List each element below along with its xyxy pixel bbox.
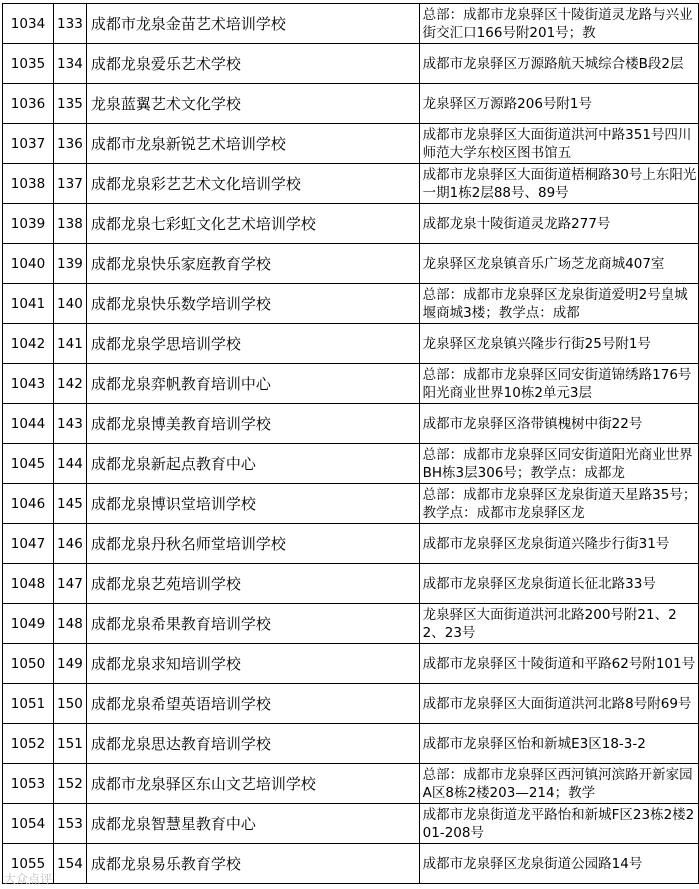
address-text: 成都市龙泉驿区十陵街道和平路62号附101号 xyxy=(422,655,696,672)
address-cell xyxy=(419,164,698,204)
school-name-cell: 成都市龙泉新锐艺术培训学校 xyxy=(86,124,419,164)
address-cell xyxy=(419,804,698,844)
row-number-cell: 138 xyxy=(53,204,86,244)
row-number-cell: 139 xyxy=(53,244,86,284)
address-text: 总部：成都市龙泉驿区西河镇河滨路开新家园A区8栋2楼203—214；教学 xyxy=(422,766,693,801)
table-row xyxy=(3,604,699,644)
school-name-cell: 成都市龙泉金苗艺术培训学校 xyxy=(86,4,419,44)
address-cell xyxy=(419,44,698,84)
table-row xyxy=(3,44,699,84)
address-cell xyxy=(419,364,698,404)
address-cell xyxy=(419,284,698,324)
address-cell xyxy=(419,684,698,724)
row-index-cell: 1043 xyxy=(3,364,54,404)
row-index-cell: 1048 xyxy=(3,564,54,604)
table-row xyxy=(3,324,699,364)
address-text: 成都市龙泉驿区大面街道洪河北路8号附69号 xyxy=(422,695,692,712)
row-index-cell: 1049 xyxy=(3,604,54,644)
row-index-cell: 1038 xyxy=(3,164,54,204)
school-name-cell: 成都龙泉爱乐艺术学校 xyxy=(86,44,419,84)
row-number-cell: 146 xyxy=(53,524,86,564)
row-number-cell: 133 xyxy=(53,4,86,44)
row-index-cell: 1054 xyxy=(3,804,54,844)
row-number-cell: 134 xyxy=(53,44,86,84)
row-number-cell: 135 xyxy=(53,84,86,124)
row-index-cell: 1047 xyxy=(3,524,54,564)
address-cell xyxy=(419,204,698,244)
address-text: 成都市龙泉驿区怡和新城E3区18-3-2 xyxy=(422,735,646,752)
address-cell xyxy=(419,4,698,44)
row-index-cell: 1050 xyxy=(3,644,54,684)
address-text: 成都龙泉十陵街道灵龙路277号 xyxy=(422,215,611,232)
row-number-cell: 136 xyxy=(53,124,86,164)
table-row xyxy=(3,844,699,884)
address-text: 成都市龙泉驿区洛带镇槐树中街22号 xyxy=(422,415,643,432)
row-number-cell: 142 xyxy=(53,364,86,404)
address-text: 成都市龙泉驿区万源路航天城综合楼B段2层 xyxy=(422,55,684,72)
row-index-cell: 1042 xyxy=(3,324,54,364)
row-index-cell: 1046 xyxy=(3,484,54,524)
row-number-cell: 144 xyxy=(53,444,86,484)
address-cell xyxy=(419,444,698,484)
row-number-cell: 145 xyxy=(53,484,86,524)
row-number-cell: 153 xyxy=(53,804,86,844)
school-name-cell: 成都龙泉新起点教育中心 xyxy=(86,444,419,484)
address-cell xyxy=(419,84,698,124)
table-row xyxy=(3,4,699,44)
address-text: 龙泉驿区龙泉镇兴隆步行街25号附1号 xyxy=(422,335,651,352)
table-row xyxy=(3,84,699,124)
school-name-cell: 成都龙泉丹秋名师堂培训学校 xyxy=(86,524,419,564)
address-text: 总部：成都市龙泉驿区龙泉街道天星路35号；教学点：成都市龙泉驿区龙 xyxy=(422,486,697,521)
table-row xyxy=(3,684,699,724)
school-name-cell: 成都龙泉彩艺艺术文化培训学校 xyxy=(86,164,419,204)
row-index-cell: 1039 xyxy=(3,204,54,244)
school-name-cell: 成都龙泉易乐教育学校 xyxy=(86,844,419,884)
table-row xyxy=(3,164,699,204)
school-name-cell: 成都龙泉求知培训学校 xyxy=(86,644,419,684)
row-number-cell: 152 xyxy=(53,764,86,804)
school-name-cell: 龙泉蓝翼艺术文化学校 xyxy=(86,84,419,124)
address-text: 总部：成都市龙泉驿区同安街道锦绣路176号阳光商业世界10栋2单元3层 xyxy=(422,366,692,401)
address-text: 成都市龙泉驿区大面街道梧桐路30号上东阳光一期1栋2层88号、89号 xyxy=(422,166,697,201)
address-cell xyxy=(419,604,698,644)
table-row xyxy=(3,364,699,404)
row-number-cell: 151 xyxy=(53,724,86,764)
row-number-cell: 150 xyxy=(53,684,86,724)
school-name-cell: 成都龙泉博识堂培训学校 xyxy=(86,484,419,524)
row-index-cell: 1055 xyxy=(3,844,54,884)
address-cell xyxy=(419,404,698,444)
address-text: 总部：成都市龙泉驿区十陵街道灵龙路与兴业街交汇口166号附201号；教 xyxy=(422,6,693,41)
row-index-cell: 1034 xyxy=(3,4,54,44)
address-cell xyxy=(419,524,698,564)
school-name-cell: 成都龙泉弈帆教育培训中心 xyxy=(86,364,419,404)
school-name-cell: 成都龙泉学思培训学校 xyxy=(86,324,419,364)
table-row xyxy=(3,764,699,804)
address-text: 成都市龙泉驿区龙泉街道公园路14号 xyxy=(422,855,643,872)
row-number-cell: 143 xyxy=(53,404,86,444)
row-number-cell: 147 xyxy=(53,564,86,604)
school-table xyxy=(2,3,699,884)
row-index-cell: 1044 xyxy=(3,404,54,444)
table-row xyxy=(3,564,699,604)
address-cell xyxy=(419,644,698,684)
table-row xyxy=(3,204,699,244)
row-number-cell: 140 xyxy=(53,284,86,324)
address-text: 龙泉驿区万源路206号附1号 xyxy=(422,95,592,112)
table-row xyxy=(3,724,699,764)
table-body xyxy=(3,4,699,884)
address-text: 总部：成都市龙泉驿区同安街道阳光商业世界BH栋3层306号；教学点：成都龙 xyxy=(422,446,693,481)
row-index-cell: 1052 xyxy=(3,724,54,764)
school-name-cell: 成都龙泉艺苑培训学校 xyxy=(86,564,419,604)
address-cell xyxy=(419,124,698,164)
school-name-cell: 成都龙泉快乐数学培训学校 xyxy=(86,284,419,324)
row-index-cell: 1035 xyxy=(3,44,54,84)
address-text: 龙泉驿区龙泉镇音乐广场芝龙商城407室 xyxy=(422,255,665,272)
address-text: 龙泉驿区大面街道洪河北路200号附21、22、23号 xyxy=(422,606,677,641)
row-number-cell: 149 xyxy=(53,644,86,684)
address-text: 成都市龙泉街道龙平路怡和新城F区23栋2楼201-208号 xyxy=(422,806,695,841)
table-row xyxy=(3,404,699,444)
school-name-cell: 成都龙泉智慧星教育中心 xyxy=(86,804,419,844)
row-number-cell: 154 xyxy=(53,844,86,884)
table-row xyxy=(3,484,699,524)
address-cell xyxy=(419,324,698,364)
school-name-cell: 成都龙泉七彩虹文化艺术培训学校 xyxy=(86,204,419,244)
row-index-cell: 1041 xyxy=(3,284,54,324)
table-row xyxy=(3,284,699,324)
address-cell xyxy=(419,724,698,764)
table-row xyxy=(3,444,699,484)
table-row xyxy=(3,804,699,844)
address-cell xyxy=(419,764,698,804)
row-index-cell: 1053 xyxy=(3,764,54,804)
row-number-cell: 141 xyxy=(53,324,86,364)
row-index-cell: 1036 xyxy=(3,84,54,124)
address-cell xyxy=(419,484,698,524)
address-text: 成都市龙泉驿区龙泉街道长征北路33号 xyxy=(422,575,656,592)
school-name-cell: 成都龙泉博美教育培训学校 xyxy=(86,404,419,444)
school-name-cell: 成都市龙泉驿区东山文艺培训学校 xyxy=(86,764,419,804)
address-text: 成都市龙泉驿区大面街道洪河中路351号四川师范大学东校区图书馆五 xyxy=(422,126,692,161)
table-row xyxy=(3,244,699,284)
school-name-cell: 成都龙泉希果教育培训学校 xyxy=(86,604,419,644)
school-name-cell: 成都龙泉希望英语培训学校 xyxy=(86,684,419,724)
address-cell xyxy=(419,244,698,284)
school-name-cell: 成都龙泉快乐家庭教育学校 xyxy=(86,244,419,284)
table-row xyxy=(3,524,699,564)
address-text: 总部：成都市龙泉驿区龙泉街道爱明2号皇城堰商城3楼；教学点：成都 xyxy=(422,286,688,321)
row-index-cell: 1040 xyxy=(3,244,54,284)
school-name-cell: 成都龙泉思达教育培训学校 xyxy=(86,724,419,764)
row-number-cell: 148 xyxy=(53,604,86,644)
address-text: 成都市龙泉驿区龙泉街道兴隆步行街31号 xyxy=(422,535,670,552)
address-cell xyxy=(419,564,698,604)
table-row xyxy=(3,644,699,684)
row-number-cell: 137 xyxy=(53,164,86,204)
row-index-cell: 1051 xyxy=(3,684,54,724)
table-row xyxy=(3,124,699,164)
row-index-cell: 1037 xyxy=(3,124,54,164)
row-index-cell: 1045 xyxy=(3,444,54,484)
address-cell xyxy=(419,844,698,884)
watermark-text: 大众点评 xyxy=(4,872,53,886)
